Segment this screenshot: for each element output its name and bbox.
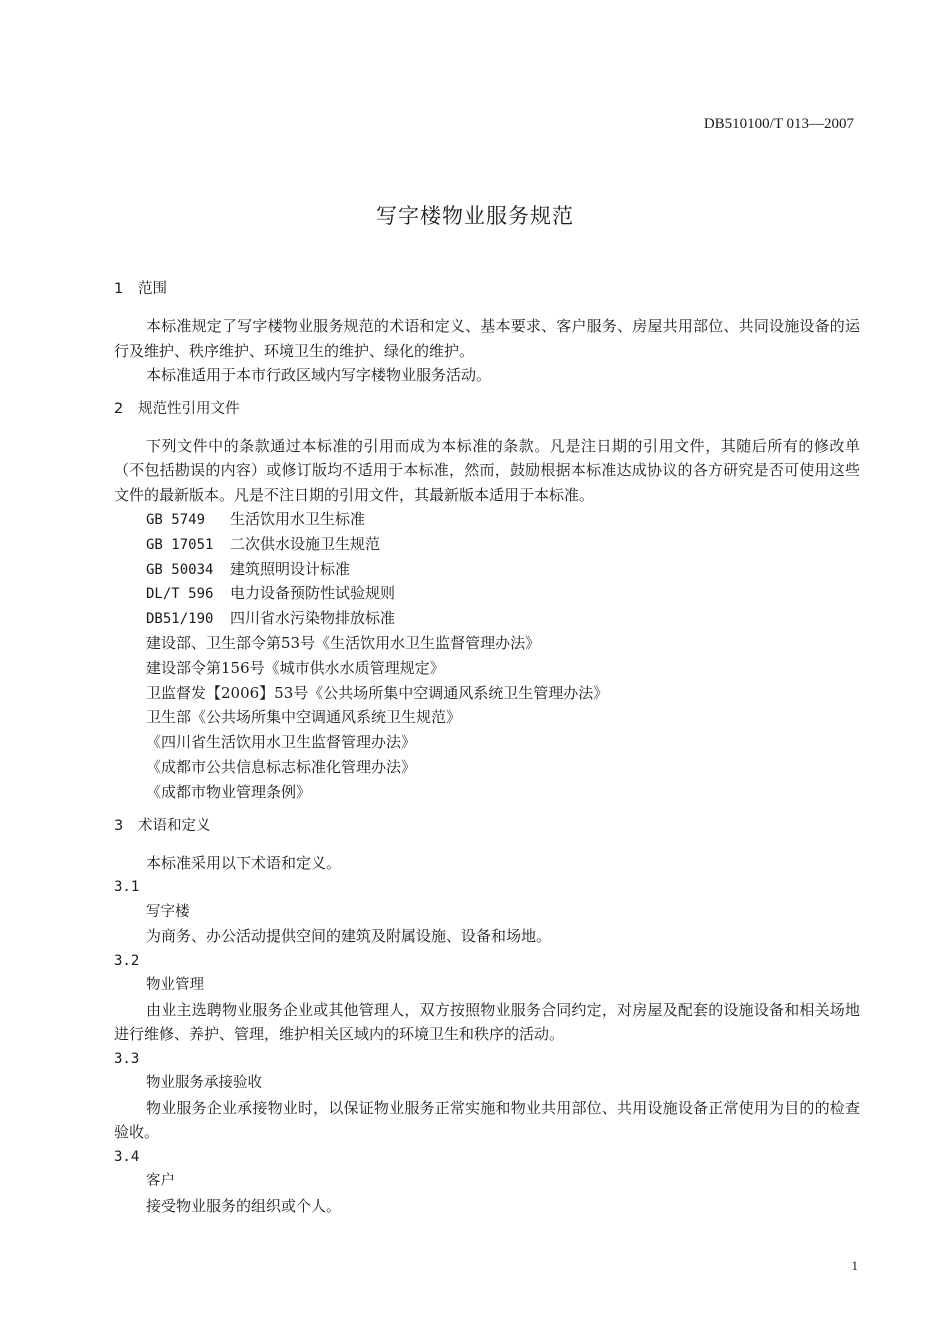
paragraph: 本标准适用于本市行政区域内写字楼物业服务活动。	[146, 366, 492, 384]
reference-item: 《四川省生活饮用水卫生监督管理办法》	[146, 733, 417, 752]
paragraph: 下列文件中的条款通过本标准的引用而成为本标准的条款。凡是注日期的引用文件，其随后所有的修改单（不包括勘误的内容）或修订版均不适用于本标准，然而，鼓励根据本标准达成协议的各方研究是否可使用这些文件的最新版本。凡是不注日期的引用文件，其最新版本适用于本标准。	[114, 436, 860, 504]
document-body	[114, 276, 860, 1218]
term-definition: 由业主选聘物业服务企业或其他管理人，双方按照物业服务合同约定，对房屋及配套的设施设备和相关场地进行维修、养护、管理，维护相关区域内的环境卫生和秩序的活动。	[114, 1000, 860, 1044]
term-title: 写字楼	[146, 903, 190, 920]
document-code: DB510100/T 013—2007	[703, 116, 854, 132]
reference-code: DB51/190	[146, 611, 214, 628]
section-1-heading	[114, 276, 860, 302]
section-number: 3	[114, 817, 124, 834]
reference-title: 建筑照明设计标准	[230, 559, 351, 578]
reference-code: GB 50034	[146, 561, 214, 578]
section-number: 1	[114, 281, 124, 297]
reference-item: 卫生部《公共场所集中空调通风系统卫生规范》	[146, 708, 462, 727]
term-title: 物业服务承接验收	[146, 1075, 262, 1092]
subsection-number: 3.2	[114, 952, 140, 969]
section-number: 2	[114, 400, 124, 417]
section-3-heading	[114, 813, 860, 839]
reference-item: 《成都市公共信息标志标准化管理办法》	[146, 757, 417, 776]
section-title: 规范性引用文件	[138, 400, 240, 417]
reference-title: 四川省水污染物排放标准	[230, 609, 396, 628]
section-title: 术语和定义	[138, 817, 211, 834]
term-definition: 物业服务企业承接物业时，以保证物业服务正常实施和物业共用部位、共用设施设备正常使用为目的的检查验收。	[114, 1098, 860, 1142]
reference-title: 二次供水设施卫生规范	[230, 534, 381, 553]
section-title: 范围	[138, 281, 167, 297]
reference-item: 卫监督发【2006】53号《公共场所集中空调通风系统卫生管理办法》	[146, 683, 609, 702]
subsection-number: 3.4	[114, 1148, 140, 1165]
paragraph: 本标准采用以下术语和定义。	[146, 853, 342, 872]
page-number: 1	[851, 1258, 858, 1273]
reference-code: GB 5749	[146, 512, 206, 528]
reference-item: 建设部令第156号《城市供水水质管理规定》	[146, 658, 445, 677]
term-title: 物业管理	[146, 977, 204, 994]
reference-title: 生活饮用水卫生标准	[230, 510, 366, 528]
reference-item	[114, 507, 860, 532]
paragraph: 本标准规定了写字楼物业服务规范的术语和定义、基本要求、客户服务、房屋共用部位、共同设施设备的运行及维护、秩序维护、环境卫生的维护、绿化的维护。	[114, 317, 860, 360]
reference-item	[114, 557, 860, 582]
reference-code: DL/T 596	[146, 586, 214, 603]
subsection-number: 3.3	[114, 1050, 140, 1067]
document-title: 写字楼物业服务规范	[376, 204, 574, 228]
section-2-heading	[114, 396, 860, 422]
term-title: 客户	[146, 1173, 175, 1190]
reference-item	[114, 581, 860, 606]
reference-item	[114, 606, 860, 631]
term-definition: 接受物业服务的组织或个人。	[146, 1196, 342, 1215]
reference-title: 电力设备预防性试验规则	[230, 584, 396, 603]
reference-item: 《成都市物业管理条例》	[146, 782, 312, 801]
reference-item: 建设部、卫生部令第53号《生活饮用水卫生监督管理办法》	[146, 633, 541, 652]
term-definition: 为商务、办公活动提供空间的建筑及附属设施、设备和场地。	[146, 927, 552, 946]
subsection-number: 3.1	[114, 879, 140, 896]
reference-code: GB 17051	[146, 536, 214, 553]
reference-item	[114, 532, 860, 557]
